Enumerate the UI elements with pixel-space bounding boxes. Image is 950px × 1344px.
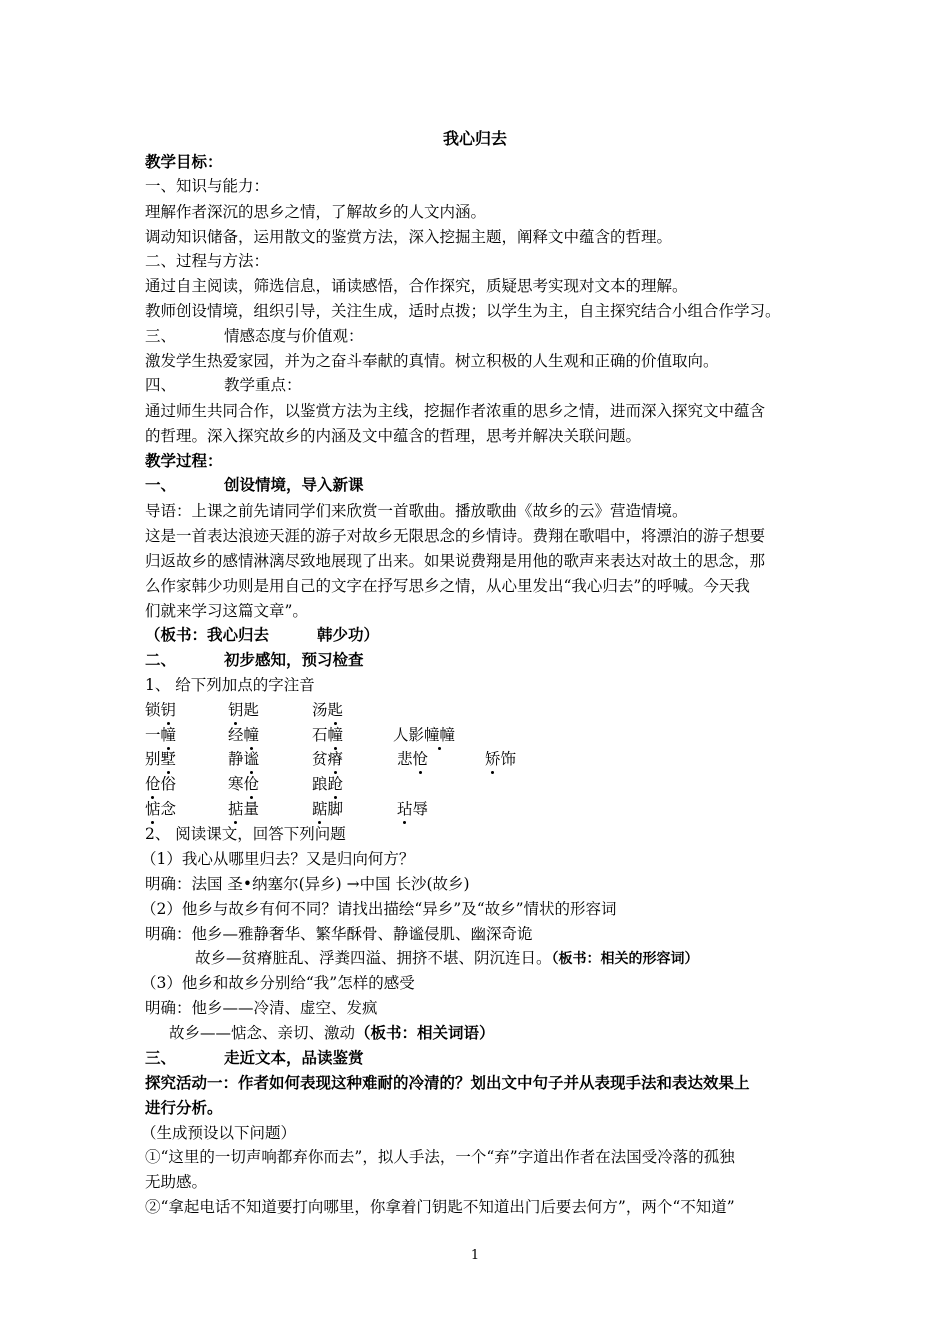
- word-item: 静谧: [228, 747, 259, 771]
- process-1-line-2: 这是一首表达浪迹天涯的游子对故乡无限思念的乡情诗。费翔在歌唱中，将漂泊的游子想要: [145, 527, 766, 545]
- answer-2-3-b-text: 故乡——惦念、亲切、激动: [169, 1024, 356, 1042]
- goal-3-title: 情感态度与价值观：: [224, 327, 364, 345]
- word-item: 人影幢幢: [393, 723, 455, 747]
- question-1: 1、 给下列加点的字注音: [145, 676, 315, 694]
- process-heading: 教学过程：: [145, 451, 223, 470]
- answer-2-2-b: [195, 946, 699, 970]
- word-item: 钥匙: [228, 698, 259, 722]
- process-1-line-1: 导语：上课之前先请同学们来欣赏一首歌曲。播放歌曲《故乡的云》营造情境。: [145, 502, 688, 520]
- word-item: 别墅: [145, 747, 176, 771]
- goal-4-title: 教学重点：: [224, 376, 302, 394]
- board-title: （板书：我心归去: [145, 625, 270, 644]
- process-2-number: 二、: [145, 650, 177, 669]
- process-3-title: 走近文本，品读鉴赏: [224, 1048, 364, 1067]
- word-item: 悲怆: [397, 747, 428, 771]
- goal-1-number: 一、: [145, 177, 177, 195]
- word-item: 锁钥: [145, 698, 176, 722]
- goal-4-line-2: 的哲理。深入探究故乡的内涵及文中蕴含的哲理，思考并解决关联问题。: [145, 427, 642, 445]
- answer-2-2-b-board: （板书：相关的形容词）: [551, 951, 699, 967]
- goal-2-line-2: 教师创设情境，组织引导，关注生成，适时点拨；以学生为主，自主探究结合小组合作学习。: [145, 302, 781, 320]
- process-3-number: 三、: [145, 1048, 177, 1067]
- word-item: 寒伧: [228, 772, 259, 796]
- activity-1-line-1: 探究活动一：作者如何表现这种难耐的冷清的？划出文中句子并从表现手法和表达效果上: [145, 1073, 750, 1092]
- goal-2-number: 二、: [145, 252, 177, 270]
- question-2: 2、 阅读课文，回答下列问题: [145, 825, 346, 843]
- answer-2-2-a: 明确：他乡—雅静奢华、繁华酥骨、静谧侵肌、幽深奇诡: [145, 925, 533, 943]
- word-item: 一幢: [145, 723, 176, 747]
- word-item: 石幢: [312, 723, 343, 747]
- question-2-1: （1）我心从哪里归去？又是归向何方？: [141, 850, 415, 868]
- preset-note: （生成预设以下问题）: [141, 1124, 297, 1142]
- process-1-title: 创设情境，导入新课: [224, 475, 364, 494]
- document-title: 我心归去: [442, 129, 507, 148]
- goal-1-line-1: 理解作者深沉的思乡之情，了解故乡的人文内涵。: [145, 203, 487, 221]
- case-1-line-2: 无助感。: [145, 1173, 208, 1191]
- process-3-heading: [145, 1046, 364, 1070]
- answer-2-3-b-board: （板书：相关词语）: [355, 1023, 495, 1042]
- case-1-line-1: ①“这里的一切声响都弃你而去”，拟人手法，一个“弃”字道出作者在法国受冷落的孤独: [145, 1148, 735, 1166]
- goal-4-number: 四、: [145, 376, 177, 394]
- question-2-3: （3）他乡和故乡分别给“我”怎样的感受: [141, 974, 415, 992]
- goals-heading: 教学目标：: [145, 152, 223, 171]
- word-item: 惦念: [145, 797, 176, 821]
- word-item: 踮脚: [312, 797, 343, 821]
- answer-2-3-b: [169, 1021, 495, 1045]
- goal-2-heading: [145, 249, 269, 273]
- activity-1-line-2: 进行分析。: [145, 1098, 223, 1117]
- word-item: 踉跄: [312, 772, 343, 796]
- goal-2-line-1: 通过自主阅读，筛选信息，诵读感悟，合作探究，质疑思考实现对文本的理解。: [145, 277, 688, 295]
- process-1-line-4: 么作家韩少功则是用自己的文字在抒写思乡之情，从心里发出“我心归去”的呼喊。今天我: [145, 577, 750, 595]
- process-1-number: 一、: [145, 475, 177, 494]
- process-2-title: 初步感知，预习检查: [224, 650, 364, 669]
- process-1-board: [145, 623, 379, 647]
- goal-4-heading: [145, 373, 302, 397]
- answer-2-1: 明确：法国 圣•纳塞尔(异乡) →中国 长沙(故乡): [145, 875, 470, 893]
- goal-3-line-1: 激发学生热爱家园，并为之奋斗奉献的真情。树立积极的人生观和正确的价值取向。: [145, 352, 719, 370]
- goal-1-heading: [145, 174, 269, 198]
- word-item: 贫瘠: [312, 747, 343, 771]
- goal-4-line-1: 通过师生共同合作，以鉴赏方法为主线，挖掘作者浓重的思乡之情，进而深入探究文中蕴含: [145, 402, 766, 420]
- goal-3-number: 三、: [145, 327, 177, 345]
- goal-3-heading: [145, 324, 364, 348]
- goal-2-title: 过程与方法：: [176, 252, 270, 270]
- goal-1-title: 知识与能力：: [176, 177, 270, 195]
- goal-1-line-2: 调动知识储备，运用散文的鉴赏方法，深入挖掘主题，阐释文中蕴含的哲理。: [145, 228, 673, 246]
- process-2-heading: [145, 648, 364, 672]
- word-item: 汤匙: [312, 698, 343, 722]
- page-number: 1: [470, 1248, 480, 1263]
- board-author: 韩少功）: [317, 625, 380, 644]
- question-2-2: （2）他乡与故乡有何不同？请找出描绘“异乡”及“故乡”情状的形容词: [141, 900, 617, 918]
- case-2-line-1: ②“拿起电话不知道要打向哪里，你拿着门钥匙不知道出门后要去何方”，两个“不知道”: [145, 1198, 735, 1216]
- answer-2-2-b-text: 故乡—贫瘠脏乱、浮粪四溢、拥挤不堪、阴沉连日。: [195, 949, 552, 967]
- process-1-heading: [145, 473, 364, 497]
- word-item: 伧俗: [145, 772, 176, 796]
- word-item: 玷辱: [397, 797, 428, 821]
- answer-2-3-a: 明确：他乡——冷清、虚空、发疯: [145, 999, 378, 1017]
- process-1-line-3: 归返故乡的感情淋漓尽致地展现了出来。如果说费翔是用他的歌声来表达对故土的思念，那: [145, 552, 766, 570]
- process-1-line-5: 们就来学习这篇文章”。: [145, 602, 308, 620]
- word-item: 掂量: [228, 797, 259, 821]
- word-item: 经幢: [228, 723, 259, 747]
- word-item: 矫饰: [485, 747, 516, 771]
